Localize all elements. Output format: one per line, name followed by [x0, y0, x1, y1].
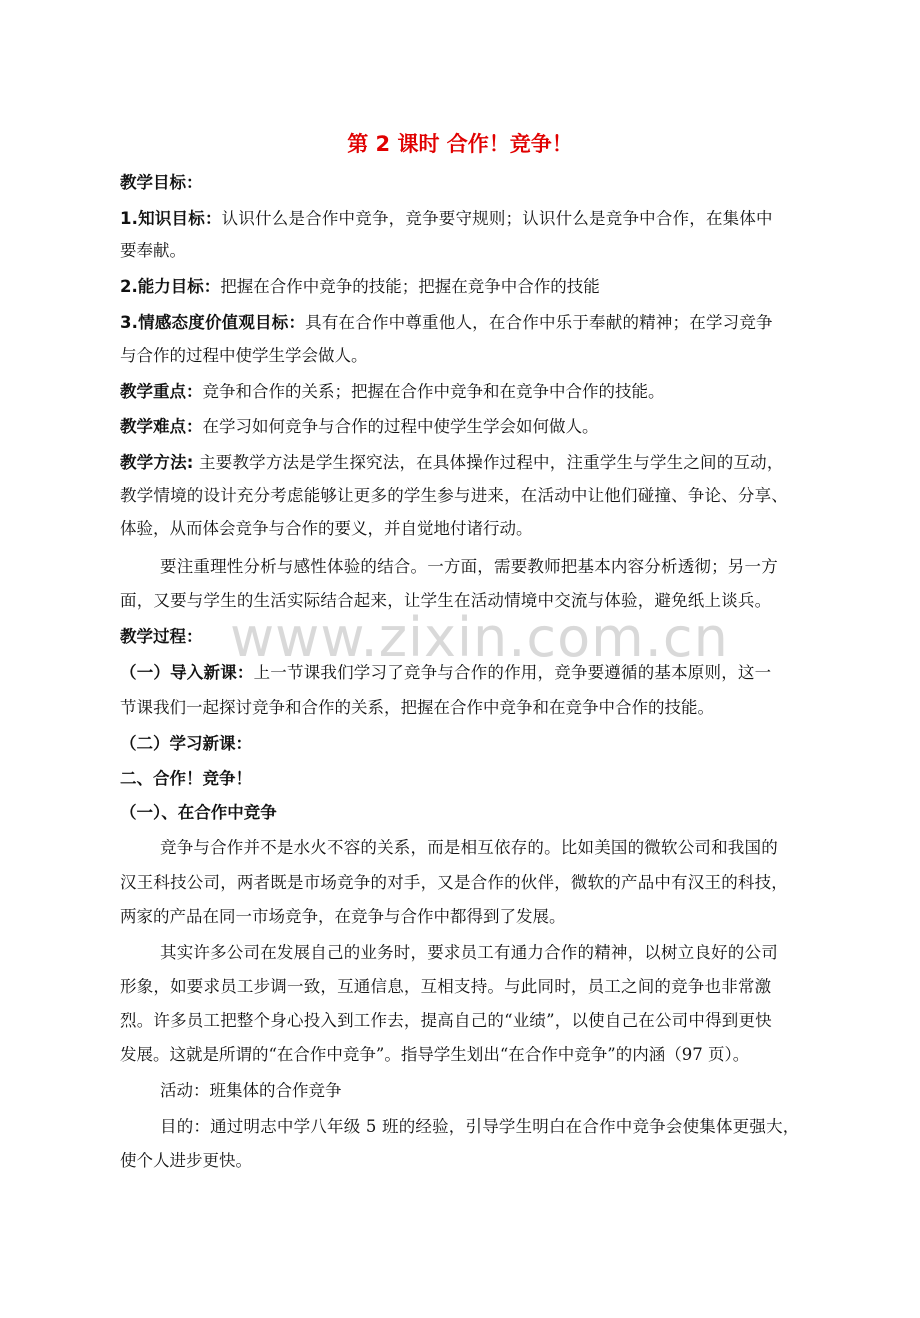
line-label: （二）学习新课： — [120, 734, 252, 753]
line-label: 1.知识目标： — [120, 209, 222, 228]
section-heading — [120, 733, 850, 755]
line-label: 教学方法: — [120, 453, 194, 472]
line-text: 认识什么是合作中竞争，竞争要守规则；认识什么是竞争中合作，在集体中 — [221, 209, 773, 228]
paragraph-line — [160, 837, 850, 859]
line-text: 教学情境的设计充分考虑能够让更多的学生参与进来，在活动中让他们碰撞、争论、分享、 — [120, 486, 788, 505]
line-label: 教学难点： — [120, 417, 203, 436]
line-text: 与合作的过程中使学生学会做人。 — [120, 346, 368, 365]
line-label: 二、合作！竞争！ — [120, 769, 252, 788]
line-text: 发展。这就是所谓的“在合作中竞争”。指导学生划出“在合作中竞争”的内涵（97 页）。 — [120, 1045, 750, 1064]
line-text: 形象，如要求员工步调一致，互通信息，互相支持。与此同时，员工之间的竞争也非常激 — [120, 977, 772, 996]
paragraph-line — [120, 345, 850, 367]
paragraph-line — [160, 1080, 850, 1102]
paragraph-line — [120, 1150, 850, 1172]
paragraph-line — [160, 1116, 850, 1138]
paragraph-line — [120, 381, 850, 403]
line-text: 要奉献。 — [120, 241, 186, 260]
paragraph-line — [120, 518, 850, 540]
section-heading — [120, 802, 850, 824]
line-text: 体验，从而体会竞争与合作的要义，并自觉地付诸行动。 — [120, 519, 533, 538]
paragraph-line — [120, 240, 850, 262]
line-text: 上一节课我们学习了竞争与合作的作用，竞争要遵循的基本原则，这一 — [253, 663, 772, 682]
line-label: 教学目标： — [120, 173, 203, 192]
line-text: 活动：班集体的合作竞争 — [160, 1081, 342, 1100]
line-text: 使个人进步更快。 — [120, 1151, 252, 1170]
paragraph-line — [120, 485, 850, 507]
line-label: （一）导入新课： — [120, 663, 254, 682]
paragraph-line — [160, 942, 850, 964]
line-text: 竞争与合作并不是水火不容的关系，而是相互依存的。比如美国的微软公司和我国的 — [160, 838, 778, 857]
paragraph-line — [120, 906, 850, 928]
line-text: 面，又要与学生的生活实际结合起来，让学生在活动情境中交流与体验，避免纸上谈兵。 — [120, 591, 772, 610]
line-text: 其实许多公司在发展自己的业务时，要求员工有通力合作的精神，以树立良好的公司 — [160, 943, 778, 962]
paragraph-line — [120, 452, 850, 474]
line-text: 具有在合作中尊重他人，在合作中乐于奉献的精神；在学习竞争 — [305, 313, 773, 332]
line-label: 教学过程： — [120, 627, 203, 646]
section-heading — [120, 626, 850, 648]
watermark: www.zixin.com.cn — [230, 606, 729, 669]
paragraph-line — [120, 416, 850, 438]
line-text: 把握在合作中竞争的技能；把握在竞争中合作的技能 — [220, 277, 600, 296]
paragraph-line — [120, 590, 850, 612]
paragraph-line — [120, 312, 850, 334]
line-label: （一）、在合作中竞争 — [120, 803, 277, 822]
line-text: 目的：通过明志中学八年级 5 班的经验，引导学生明白在合作中竞争会使集体更强大， — [160, 1117, 800, 1136]
paragraph-line — [120, 872, 850, 894]
section-heading — [120, 768, 850, 790]
line-label: 教学重点： — [120, 382, 203, 401]
paragraph-line — [120, 662, 850, 684]
paragraph-line — [120, 208, 850, 230]
paragraph-line — [160, 556, 850, 578]
paragraph-line — [120, 1044, 850, 1066]
line-text: 节课我们一起探讨竞争和合作的关系，把握在合作中竞争和在竞争中合作的技能。 — [120, 698, 714, 717]
paragraph-line — [120, 276, 850, 298]
line-text: 在学习如何竞争与合作的过程中使学生学会如何做人。 — [202, 417, 599, 436]
line-text: 主要教学方法是学生探究法，在具体操作过程中，注重学生与学生之间的互动， — [193, 453, 784, 472]
page-title: 第 2 课时 合作！竞争！ — [347, 132, 573, 156]
paragraph-line — [120, 976, 850, 998]
line-text: 烈。许多员工把整个身心投入到工作去，提高自己的“业绩”，以使自己在公司中得到更快 — [120, 1011, 772, 1030]
line-text: 汉王科技公司，两者既是市场竞争的对手，又是合作的伙伴，微软的产品中有汉王的科技， — [120, 873, 788, 892]
paragraph-line — [120, 1010, 850, 1032]
section-heading — [120, 172, 850, 194]
line-text: 要注重理性分析与感性体验的结合。一方面，需要教师把基本内容分析透彻；另一方 — [160, 557, 778, 576]
line-text: 两家的产品在同一市场竞争，在竞争与合作中都得到了发展。 — [120, 907, 566, 926]
paragraph-line — [120, 697, 850, 719]
line-label: 3.情感态度价值观目标： — [120, 313, 306, 332]
line-text: 竞争和合作的关系；把握在合作中竞争和在竞争中合作的技能。 — [202, 382, 665, 401]
line-label: 2.能力目标： — [120, 277, 221, 296]
